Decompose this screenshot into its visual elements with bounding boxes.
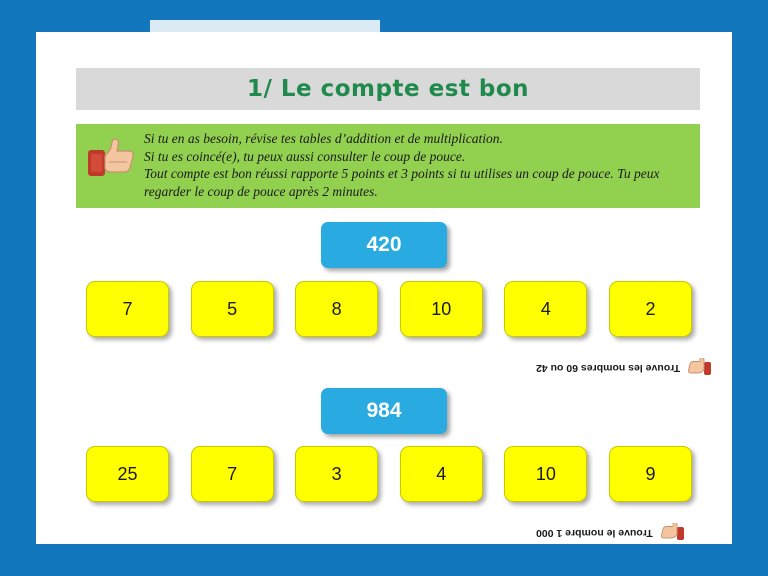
number-card-value: 7 (227, 463, 238, 484)
number-card-value: 9 (645, 463, 656, 484)
number-card[interactable] (609, 281, 692, 337)
instructions-line-2: Si tu es coincé(e), tu peux aussi consulter le coup de pouce. (144, 148, 466, 164)
slide-top-sliver (150, 20, 380, 32)
thumbs-up-icon (86, 132, 138, 180)
number-card-row-1 (86, 281, 692, 337)
number-card[interactable] (400, 281, 483, 337)
number-card-value: 7 (122, 298, 133, 319)
number-card[interactable] (191, 446, 274, 502)
number-card[interactable] (86, 446, 169, 502)
coup-de-pouce-icon (686, 358, 712, 378)
number-card[interactable] (86, 281, 169, 337)
number-card-value: 3 (331, 463, 342, 484)
number-card[interactable] (609, 446, 692, 502)
number-card-value: 4 (540, 298, 551, 319)
slide-canvas (36, 32, 732, 544)
number-card[interactable] (191, 281, 274, 337)
hint-text-2: Trouve le nombre 1 000 (536, 527, 653, 539)
hint-2[interactable] (536, 522, 685, 544)
number-card[interactable] (504, 446, 587, 502)
number-card-value: 10 (535, 463, 556, 484)
number-card-row-2 (86, 446, 692, 502)
coup-de-pouce-icon (659, 523, 685, 543)
number-card[interactable] (400, 446, 483, 502)
instructions-line-1: Si tu en as besoin, révise tes tables d’addition et de multiplication. (144, 131, 503, 146)
number-card[interactable] (295, 281, 378, 337)
number-card-value: 25 (117, 463, 138, 484)
hint-1[interactable] (536, 357, 712, 379)
number-card-value: 10 (431, 298, 452, 319)
slide-title-band (76, 68, 700, 110)
number-card-value: 4 (436, 463, 447, 484)
number-card[interactable] (504, 281, 587, 337)
target-number-card-2[interactable] (321, 388, 447, 434)
number-card-value: 5 (227, 298, 238, 319)
hint-text-1: Trouve les nombres 60 ou 42 (536, 362, 681, 374)
target-number-value-2: 984 (366, 399, 402, 422)
number-card-value: 2 (645, 298, 656, 319)
number-card[interactable] (295, 446, 378, 502)
target-number-value-1: 420 (366, 233, 402, 256)
instructions-line-3: Tout compte est bon réussi rapporte 5 points et 3 points si tu utilises un coup de pouce. Tu peux regarder le coup de pouce après 2 minutes. (144, 166, 660, 199)
page-title: 1/ Le compte est bon (246, 76, 530, 102)
instructions-text (144, 130, 692, 200)
target-number-card-1[interactable] (321, 222, 447, 268)
instructions-panel (76, 124, 700, 208)
number-card-value: 8 (331, 298, 342, 319)
